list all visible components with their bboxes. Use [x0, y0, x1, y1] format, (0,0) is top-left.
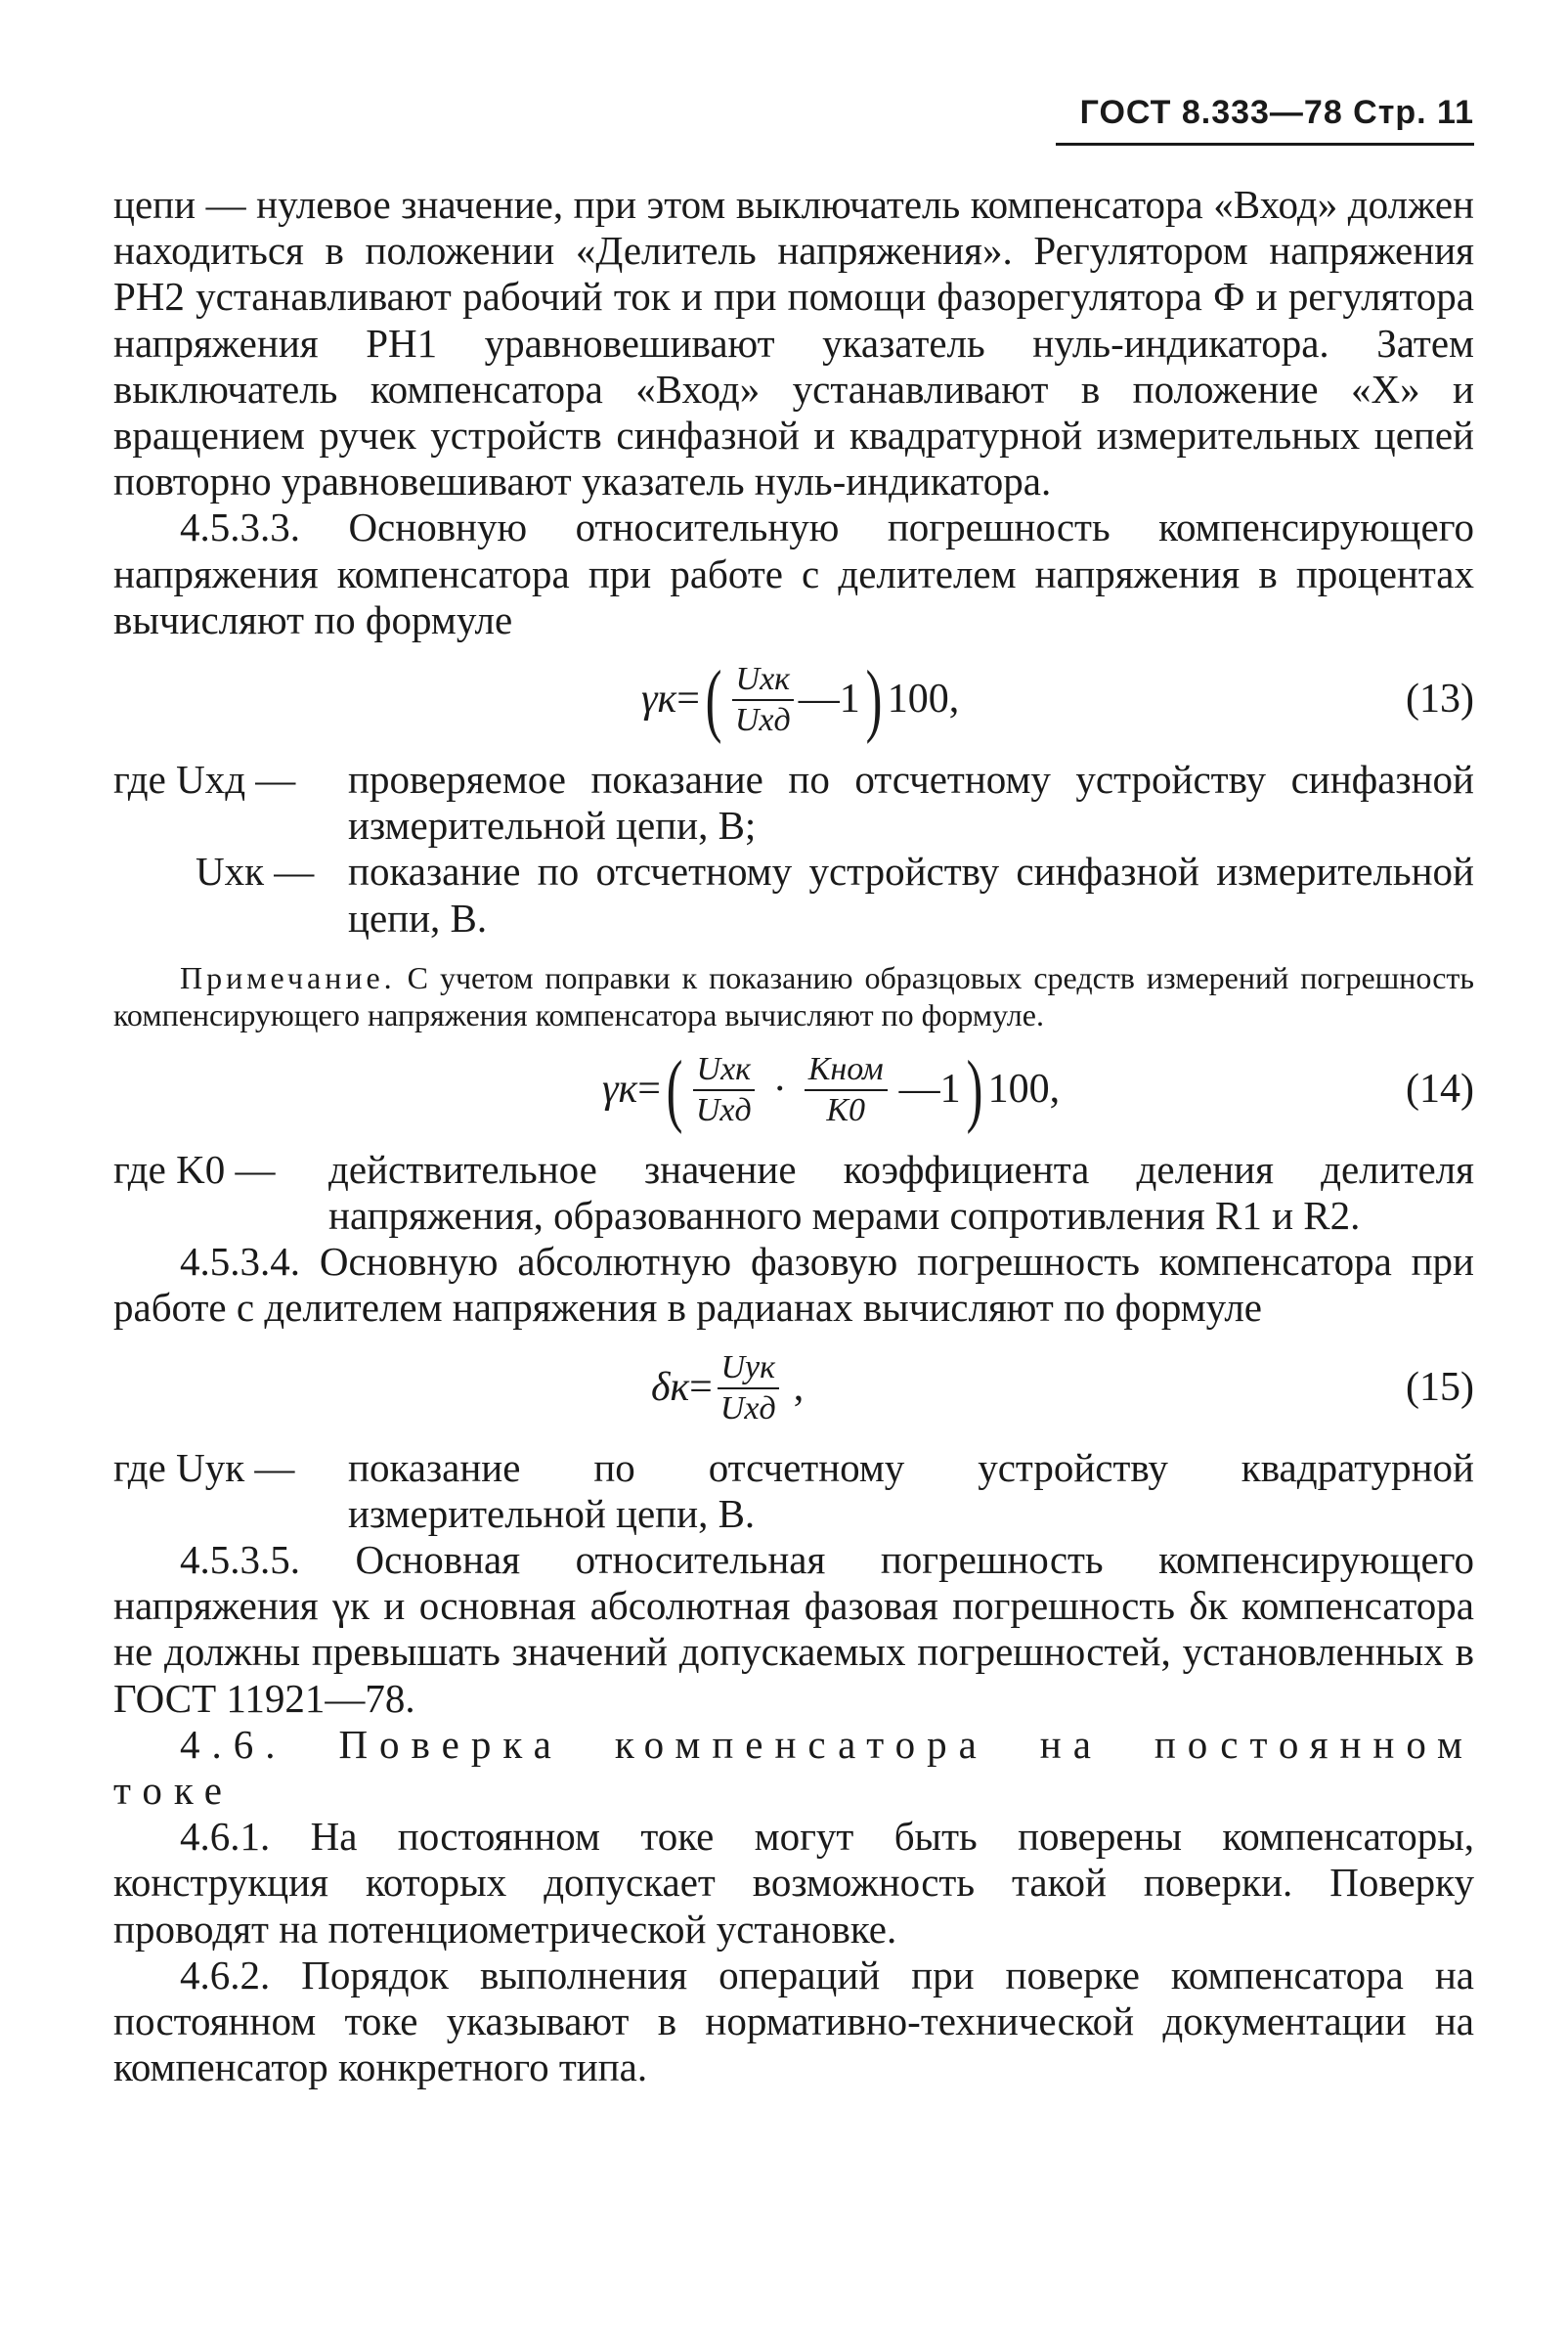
paragraph-continuation: цепи — нулевое значение, при этом выключатель компенсатора «Вход» должен находиться в положении «Делитель напряжения». Регулятором напряжения РН2 устанавливают рабочий ток и при помощи фазорегулятора Ф и регулятора напряжения РН1 уравновешивают указатель нуль-индикатора. Затем выключатель компенсатора «Вход» устанавливают в положение «X» и вращением ручек устройств синфазной и квадратурной измерительных цепей повторно уравновешивают указатель нуль-индикатора.: [113, 182, 1474, 505]
formula-13-denominator: Uхд: [734, 702, 791, 739]
paragraph-4-5-3-3: 4.5.3.3. Основную относительную погрешность компенсирующего напряжения компенсатора при работе с делителем напряжения в процентах вычисляют по формуле: [113, 505, 1474, 642]
formula-13: [113, 649, 1474, 751]
formula-14-open-paren: (: [666, 1043, 683, 1135]
formula-13-lhs: γк: [641, 677, 677, 723]
formula-14-fraction-1: [692, 1050, 756, 1130]
formula-14-numerator-2: Kном: [805, 1050, 888, 1091]
formula-15: [113, 1338, 1474, 1439]
formula-14-denominator-1: Uхд: [695, 1091, 752, 1128]
where-13-item-1-text: проверяемое показание по отсчетному устройству синфазной измерительной цепи, В;: [348, 757, 1474, 849]
where-15: [113, 1445, 1474, 1537]
paragraph-4-5-3-5: 4.5.3.5. Основная относительная погрешность компенсирующего напряжения γк и основная абсолютная фазовая погрешность δк компенсатора не должны превышать значений допускаемых погрешностей, установленных в ГОСТ 11921—78.: [113, 1537, 1474, 1721]
formula-14-multiplier: 100,: [987, 1067, 1061, 1113]
formula-14-close-paren: ): [966, 1043, 983, 1135]
formula-14-expression: [602, 1039, 1060, 1141]
formula-15-comma: ,: [793, 1365, 805, 1411]
paragraph-4-6-2: 4.6.2. Порядок выполнения операций при поверке компенсатора на постоянном токе указывают в нормативно-технической документации на компенсатор конкретного типа.: [113, 1952, 1474, 2090]
formula-14-numerator-1: Uхк: [693, 1050, 756, 1091]
formula-15-number: (15): [1406, 1365, 1474, 1411]
where-15-label: где Uук —: [113, 1444, 295, 1490]
formula-13-numerator: Uхк: [732, 660, 795, 701]
formula-15-lhs: δк: [651, 1365, 690, 1411]
formula-13-fraction: [731, 660, 795, 740]
header-rule: [1056, 143, 1474, 146]
where-14-text: действительное значение коэффициента деления делителя напряжения, образованного мерами сопротивления R1 и R2.: [328, 1146, 1474, 1239]
formula-15-numerator: Uук: [718, 1348, 780, 1389]
formula-14-lhs: γк: [602, 1067, 638, 1113]
where-13-item-2-text: показание по отсчетному устройству синфазной измерительной цепи, В.: [348, 849, 1474, 941]
page-header: ГОСТ 8.333—78 Стр. 11: [1079, 94, 1474, 131]
formula-14-denominator-2: K0: [826, 1091, 866, 1128]
where-13-item-2-label: Uхк —: [196, 849, 315, 895]
formula-15-equals: =: [689, 1365, 713, 1411]
note-text: С учетом поправки к показанию образцовых средств измерений погрешность компенсирующего напряжения компенсатора вычисляют по формуле.: [113, 959, 1475, 1032]
formula-15-expression: [651, 1338, 804, 1439]
formula-15-fraction: [717, 1348, 780, 1428]
where-15-text: показание по отсчетному устройству квадратурной измерительной цепи, В.: [348, 1444, 1474, 1536]
formula-15-denominator: Uхд: [719, 1389, 776, 1427]
formula-14-number: (14): [1406, 1067, 1474, 1113]
where-14: [113, 1147, 1474, 1239]
where-13-item-1: [113, 757, 1474, 849]
where-14-label: где K0 —: [113, 1146, 276, 1192]
formula-13-close-paren: ): [865, 654, 883, 746]
formula-13-minus-one: —1: [798, 677, 860, 723]
section-title-4-6: 4.6. Поверка компенсатора на постоянном токе: [113, 1721, 1474, 1814]
formula-14-fraction-2: [805, 1050, 888, 1130]
formula-14: [113, 1039, 1474, 1141]
formula-13-open-paren: (: [705, 654, 722, 746]
formula-13-number: (13): [1406, 677, 1474, 723]
paragraph-4-6-1: 4.6.1. На постоянном токе могут быть поверены компенсаторы, конструкция которых допускает возможность такой поверки. Поверку проводят на потенциометрической установке.: [113, 1814, 1474, 1952]
where-13-item-2: [113, 849, 1474, 941]
formula-14-minus-one: —1: [898, 1067, 961, 1113]
where-13-item-1-label: где Uхд —: [113, 757, 296, 803]
note: [113, 959, 1474, 1033]
formula-14-dot: ·: [772, 1067, 787, 1113]
formula-13-multiplier: 100,: [887, 677, 960, 723]
paragraph-4-5-3-4: 4.5.3.4. Основную абсолютную фазовую погрешность компенсатора при работе с делителем напряжения в радианах вычисляют по формуле: [113, 1239, 1474, 1331]
formula-13-expression: [641, 649, 959, 751]
note-label: Примечание.: [180, 959, 396, 995]
formula-13-equals: =: [676, 677, 700, 723]
document-body: [113, 182, 1474, 2091]
formula-14-equals: =: [637, 1067, 661, 1113]
